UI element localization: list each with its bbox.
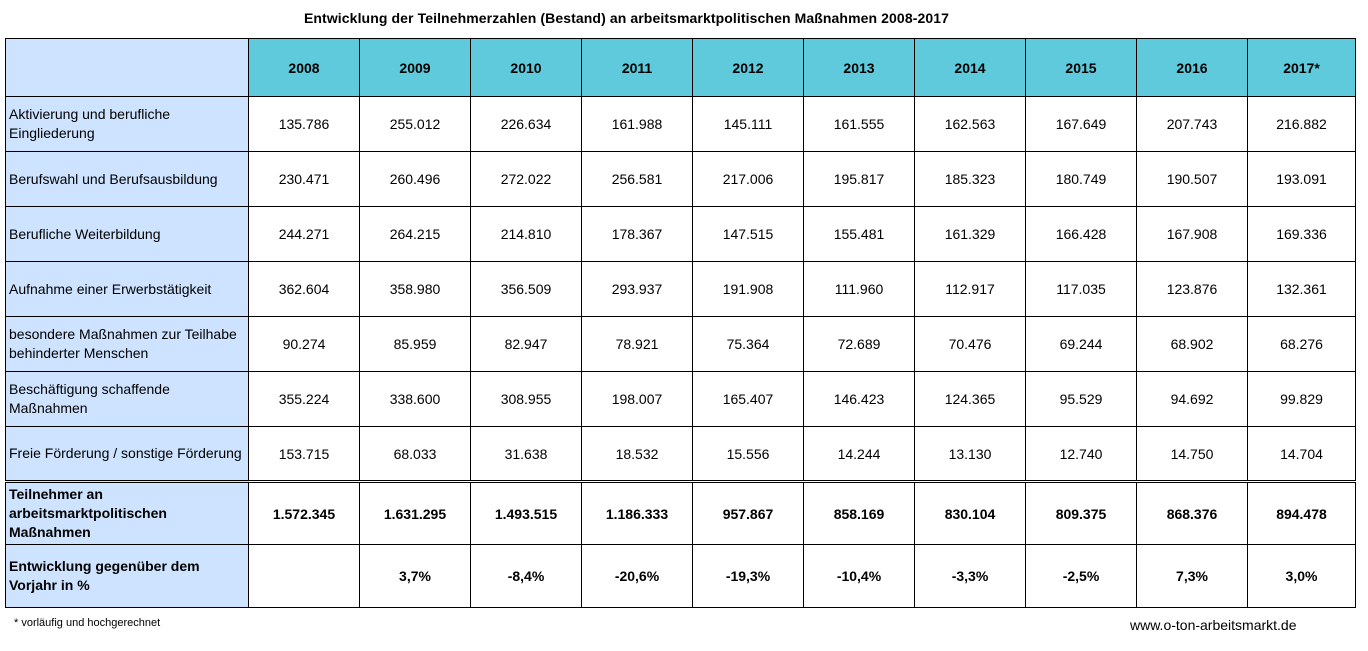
- total-value-cell: 858.169: [804, 482, 915, 545]
- year-header-2008: 2008: [249, 39, 360, 97]
- change-value-cell: 3,0%: [1248, 545, 1356, 608]
- value-cell: 14.704: [1248, 427, 1356, 482]
- value-cell: 14.750: [1137, 427, 1248, 482]
- row-label: Berufliche Weiterbildung: [6, 207, 249, 262]
- year-header-2010: 2010: [471, 39, 582, 97]
- row-label: besondere Maßnahmen zur Teilhabe behinderter Menschen: [6, 317, 249, 372]
- value-cell: 226.634: [471, 97, 582, 152]
- value-cell: 132.361: [1248, 262, 1356, 317]
- value-cell: 338.600: [360, 372, 471, 427]
- table-row: [6, 262, 1356, 317]
- value-cell: 162.563: [915, 97, 1026, 152]
- value-cell: 12.740: [1026, 427, 1137, 482]
- value-cell: 216.882: [1248, 97, 1356, 152]
- value-cell: 244.271: [249, 207, 360, 262]
- value-cell: 69.244: [1026, 317, 1137, 372]
- value-cell: 72.689: [804, 317, 915, 372]
- value-cell: 260.496: [360, 152, 471, 207]
- source-url: www.o-ton-arbeitsmarkt.de: [1130, 617, 1297, 633]
- value-cell: 358.980: [360, 262, 471, 317]
- table-row: [6, 152, 1356, 207]
- table-row: [6, 427, 1356, 482]
- year-header-2012: 2012: [693, 39, 804, 97]
- total-row-label: Teilnehmer an arbeitsmarktpolitischen Maßnahmen: [6, 482, 249, 545]
- value-cell: 167.908: [1137, 207, 1248, 262]
- data-table: [5, 38, 1356, 608]
- total-value-cell: 894.478: [1248, 482, 1356, 545]
- value-cell: 99.829: [1248, 372, 1356, 427]
- value-cell: 272.022: [471, 152, 582, 207]
- value-cell: 112.917: [915, 262, 1026, 317]
- change-value-cell: 7,3%: [1137, 545, 1248, 608]
- value-cell: 94.692: [1137, 372, 1248, 427]
- change-value-cell: -20,6%: [582, 545, 693, 608]
- value-cell: 117.035: [1026, 262, 1137, 317]
- value-cell: 165.407: [693, 372, 804, 427]
- value-cell: 191.908: [693, 262, 804, 317]
- year-header-2015: 2015: [1026, 39, 1137, 97]
- total-value-cell: 1.572.345: [249, 482, 360, 545]
- year-header-2013: 2013: [804, 39, 915, 97]
- value-cell: 153.715: [249, 427, 360, 482]
- change-row-label: Entwicklung gegenüber dem Vorjahr in %: [6, 545, 249, 608]
- value-cell: 95.529: [1026, 372, 1137, 427]
- value-cell: 355.224: [249, 372, 360, 427]
- value-cell: 193.091: [1248, 152, 1356, 207]
- value-cell: 178.367: [582, 207, 693, 262]
- value-cell: 230.471: [249, 152, 360, 207]
- year-header-2017: 2017*: [1248, 39, 1356, 97]
- change-value-cell: -8,4%: [471, 545, 582, 608]
- value-cell: 207.743: [1137, 97, 1248, 152]
- change-value-cell: -2,5%: [1026, 545, 1137, 608]
- value-cell: 169.336: [1248, 207, 1356, 262]
- row-label: Freie Förderung / sonstige Förderung: [6, 427, 249, 482]
- year-header-2014: 2014: [915, 39, 1026, 97]
- value-cell: 75.364: [693, 317, 804, 372]
- value-cell: 14.244: [804, 427, 915, 482]
- total-value-cell: 957.867: [693, 482, 804, 545]
- value-cell: 147.515: [693, 207, 804, 262]
- row-label: Berufswahl und Berufsausbildung: [6, 152, 249, 207]
- total-row: [6, 482, 1356, 545]
- value-cell: 217.006: [693, 152, 804, 207]
- row-label: Aufnahme einer Erwerbstätigkeit: [6, 262, 249, 317]
- value-cell: 161.988: [582, 97, 693, 152]
- year-header-2011: 2011: [582, 39, 693, 97]
- value-cell: 68.276: [1248, 317, 1356, 372]
- value-cell: 308.955: [471, 372, 582, 427]
- value-cell: 111.960: [804, 262, 915, 317]
- value-cell: 161.555: [804, 97, 915, 152]
- value-cell: 124.365: [915, 372, 1026, 427]
- change-value-cell: [249, 545, 360, 608]
- footnote: * vorläufig und hochgerechnet: [14, 617, 161, 629]
- value-cell: 264.215: [360, 207, 471, 262]
- year-header-2016: 2016: [1137, 39, 1248, 97]
- value-cell: 256.581: [582, 152, 693, 207]
- value-cell: 90.274: [249, 317, 360, 372]
- value-cell: 146.423: [804, 372, 915, 427]
- change-value-cell: -3,3%: [915, 545, 1026, 608]
- value-cell: 155.481: [804, 207, 915, 262]
- table-row: [6, 97, 1356, 152]
- value-cell: 82.947: [471, 317, 582, 372]
- total-value-cell: 809.375: [1026, 482, 1137, 545]
- total-value-cell: 1.186.333: [582, 482, 693, 545]
- total-value-cell: 1.493.515: [471, 482, 582, 545]
- value-cell: 198.007: [582, 372, 693, 427]
- value-cell: 31.638: [471, 427, 582, 482]
- value-cell: 70.476: [915, 317, 1026, 372]
- table-row: [6, 372, 1356, 427]
- value-cell: 15.556: [693, 427, 804, 482]
- value-cell: 123.876: [1137, 262, 1248, 317]
- value-cell: 135.786: [249, 97, 360, 152]
- header-row: [6, 39, 1356, 97]
- total-value-cell: 868.376: [1137, 482, 1248, 545]
- value-cell: 356.509: [471, 262, 582, 317]
- total-value-cell: 1.631.295: [360, 482, 471, 545]
- value-cell: 13.130: [915, 427, 1026, 482]
- table-row: [6, 207, 1356, 262]
- value-cell: 185.323: [915, 152, 1026, 207]
- value-cell: 214.810: [471, 207, 582, 262]
- table-title: Entwicklung der Teilnehmerzahlen (Bestand) an arbeitsmarktpolitischen Maßnahmen 2008-2017: [303, 10, 950, 26]
- change-value-cell: 3,7%: [360, 545, 471, 608]
- value-cell: 161.329: [915, 207, 1026, 262]
- value-cell: 78.921: [582, 317, 693, 372]
- table-row: [6, 317, 1356, 372]
- header-corner-cell: [6, 39, 249, 97]
- value-cell: 85.959: [360, 317, 471, 372]
- value-cell: 68.902: [1137, 317, 1248, 372]
- value-cell: 166.428: [1026, 207, 1137, 262]
- value-cell: 293.937: [582, 262, 693, 317]
- row-label: Beschäftigung schaffende Maßnahmen: [6, 372, 249, 427]
- value-cell: 167.649: [1026, 97, 1137, 152]
- change-value-cell: -19,3%: [693, 545, 804, 608]
- value-cell: 190.507: [1137, 152, 1248, 207]
- value-cell: 362.604: [249, 262, 360, 317]
- value-cell: 195.817: [804, 152, 915, 207]
- value-cell: 145.111: [693, 97, 804, 152]
- change-row: [6, 545, 1356, 608]
- year-header-2009: 2009: [360, 39, 471, 97]
- change-value-cell: -10,4%: [804, 545, 915, 608]
- value-cell: 68.033: [360, 427, 471, 482]
- value-cell: 255.012: [360, 97, 471, 152]
- value-cell: 18.532: [582, 427, 693, 482]
- total-value-cell: 830.104: [915, 482, 1026, 545]
- value-cell: 180.749: [1026, 152, 1137, 207]
- row-label: Aktivierung und berufliche Eingliederung: [6, 97, 249, 152]
